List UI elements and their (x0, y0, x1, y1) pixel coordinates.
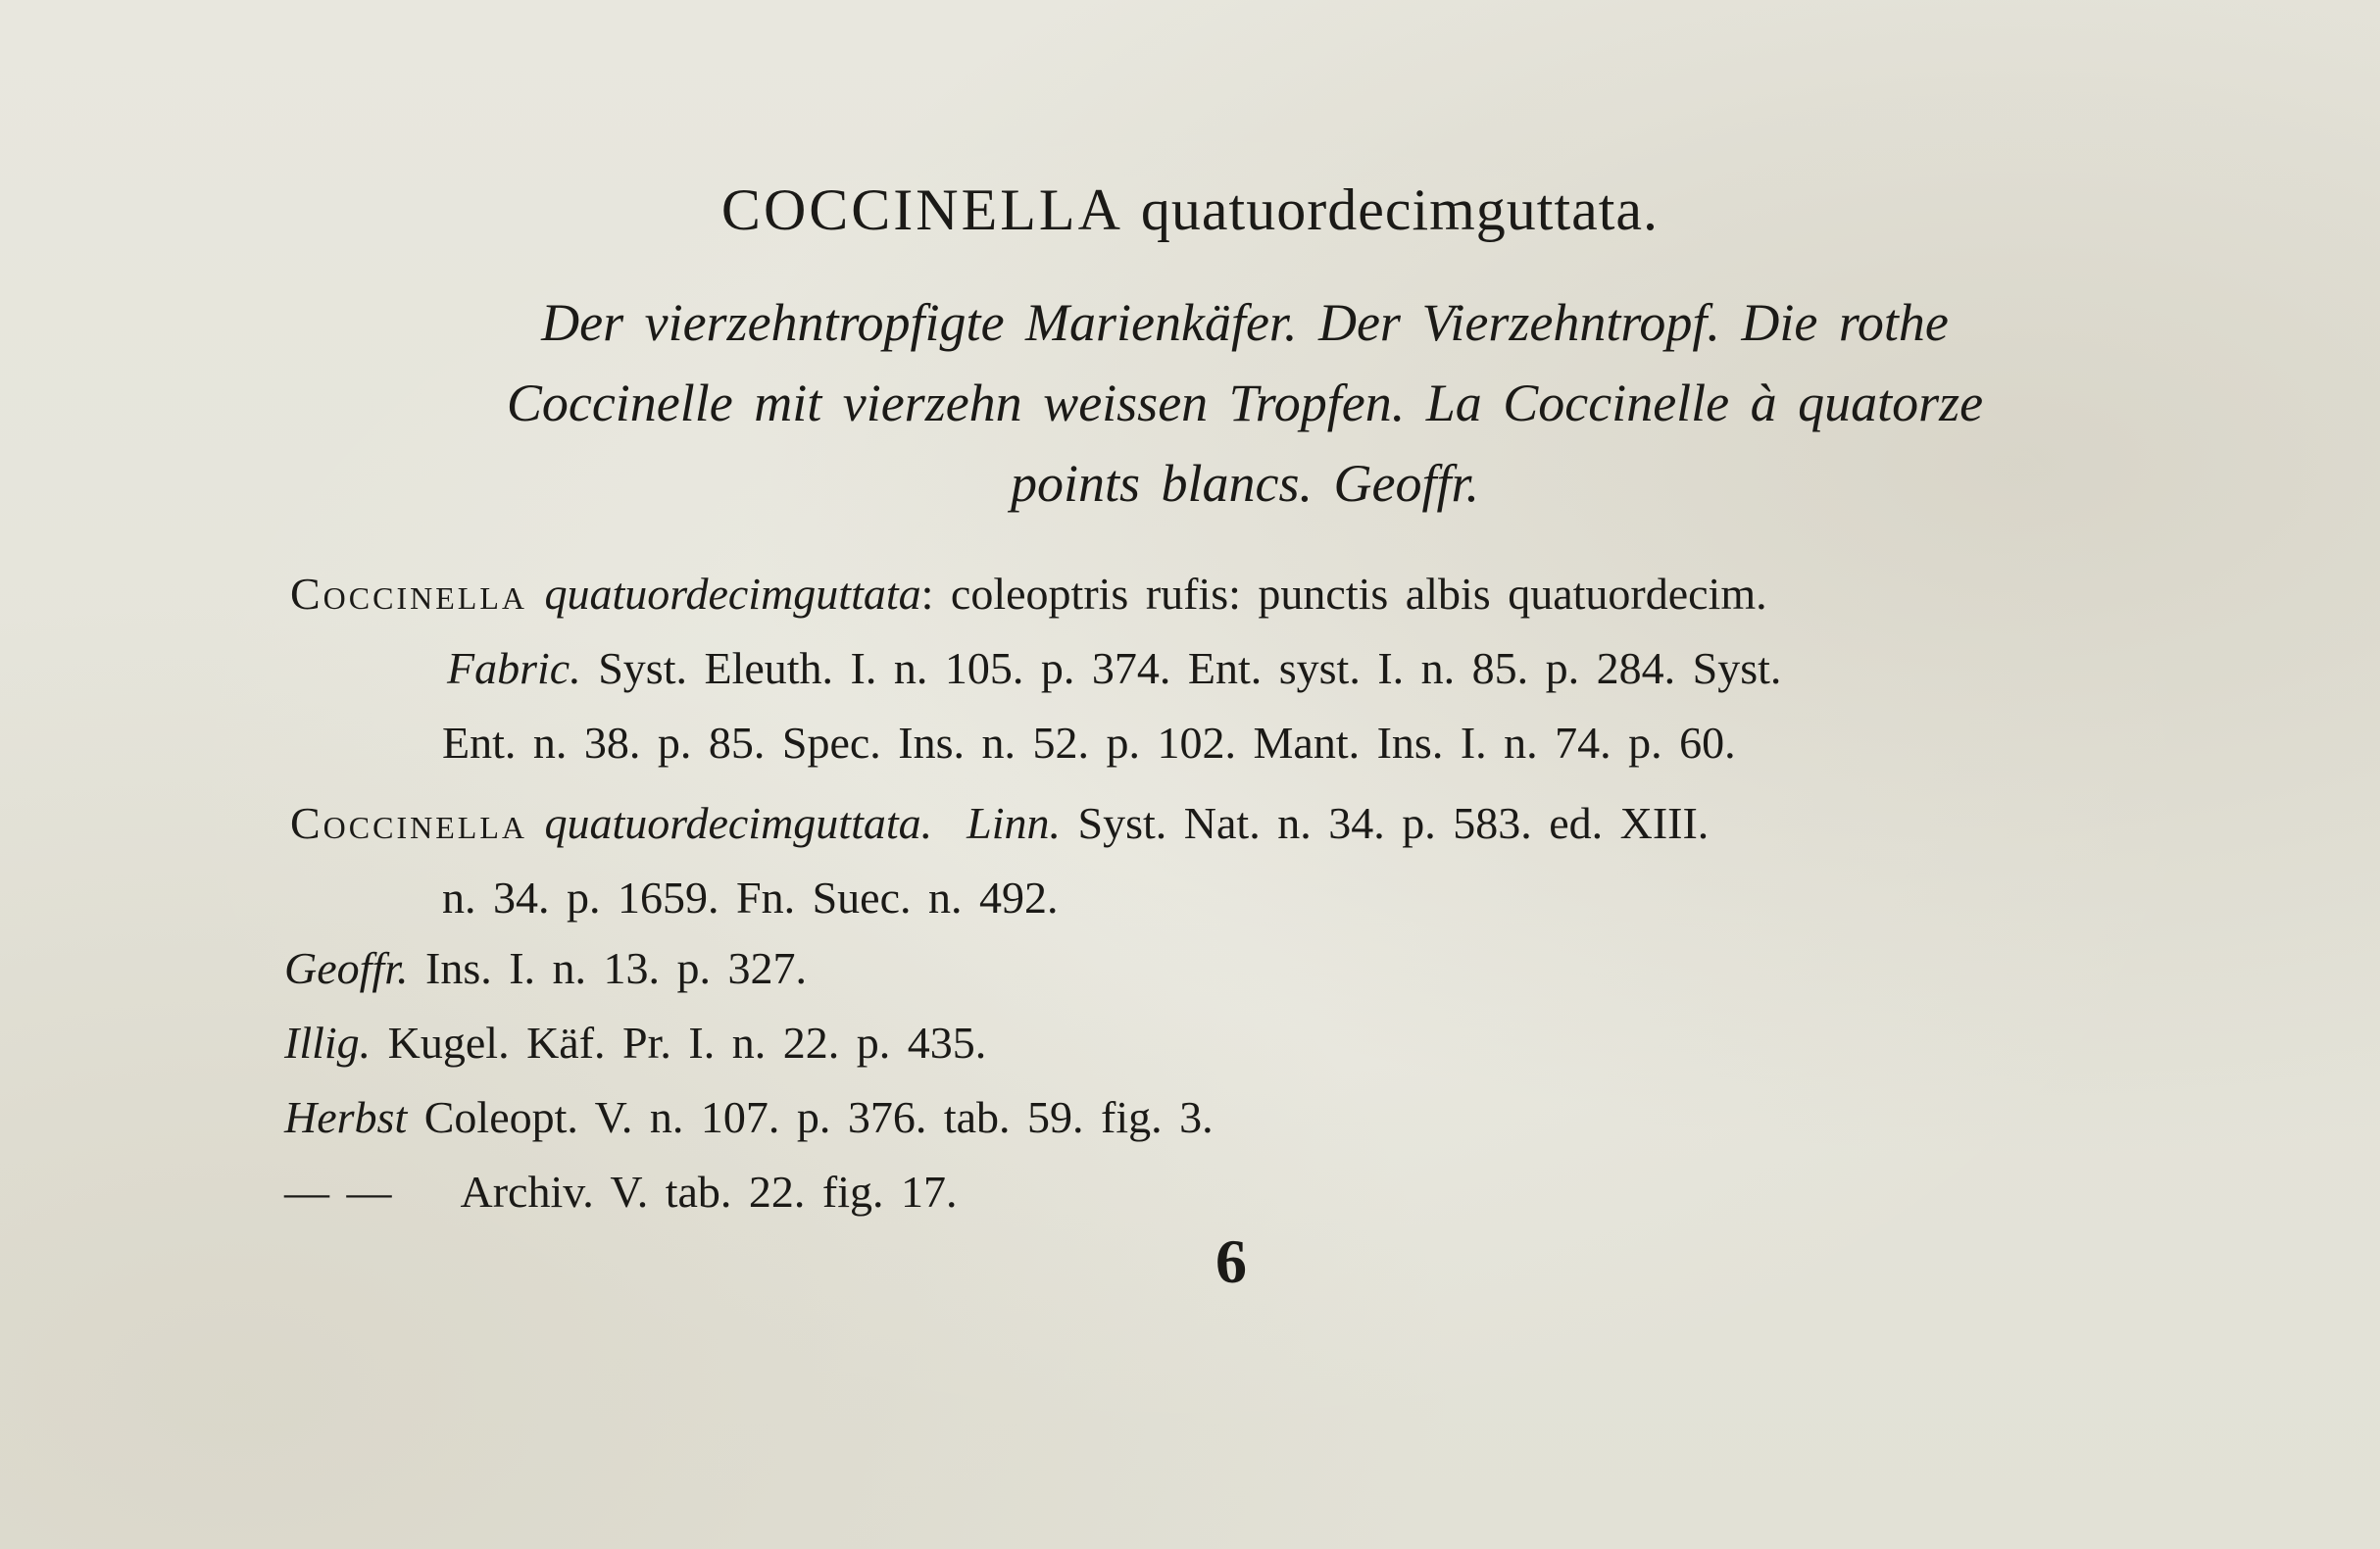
fabricius-line-2 (290, 631, 2192, 706)
fabricius-genus: Coccinella (290, 569, 527, 619)
reference-dash: — — (284, 1167, 392, 1217)
fabricius-line-1 (290, 557, 2192, 631)
linne-species: quatuordecimguttata. (544, 798, 933, 848)
reference-archiv (284, 1155, 958, 1229)
fabricius-diagnosis: : coleoptris rufis: punctis albis quatuordecim. (920, 569, 1767, 619)
reference-author: Illig. (284, 1018, 372, 1068)
reference-text: Coleopt. V. n. 107. p. 376. tab. 59. fig. 3. (423, 1092, 1214, 1142)
vernacular-line-2: Coccinelle mit vierzehn weissen Tropfen. La Coccinelle à quatorze (506, 374, 1984, 432)
reference-author: Herbst (284, 1092, 408, 1142)
reference-text: Kugel. Käf. Pr. I. n. 22. p. 435. (387, 1018, 987, 1068)
fabricius-author: Fabric. (447, 643, 581, 693)
fabricius-entry (290, 557, 2192, 780)
page-title (0, 176, 2380, 244)
vernacular-names (294, 282, 2196, 524)
linne-author: Linn. (967, 798, 1062, 848)
title-genus: COCCINELLA (720, 177, 1123, 242)
reference-illiger (284, 1006, 986, 1080)
title-species: quatuordecimguttata. (1140, 177, 1660, 242)
fabricius-citations: Syst. Eleuth. I. n. 105. p. 374. Ent. syst. I. n. 85. p. 284. Syst. (598, 643, 1782, 693)
vernacular-line-1: Der vierzehntropfigte Marienkäfer. Der Vierzehntropf. Die rothe (541, 293, 1949, 352)
reference-geoffroy (284, 931, 807, 1006)
reference-author: Geoffr. (284, 943, 409, 993)
reference-text: Ins. I. n. 13. p. 327. (425, 943, 808, 993)
page-number: 6 (1215, 1226, 1247, 1296)
linne-genus: Coccinella (290, 798, 527, 848)
linne-line-2: n. 34. p. 1659. Fn. Suec. n. 492. (442, 873, 1059, 923)
linne-citations: Syst. Nat. n. 34. p. 583. ed. XIII. (1077, 798, 1710, 848)
linne-entry (290, 786, 2192, 935)
fabricius-line-3: Ent. n. 38. p. 85. Spec. Ins. n. 52. p. 102. Mant. Ins. I. n. 74. p. 60. (442, 718, 1736, 768)
linne-line-1 (290, 786, 2192, 861)
vernacular-line-3: points blancs. Geoffr. (1010, 454, 1479, 513)
reference-text: Archiv. V. tab. 22. fig. 17. (460, 1167, 958, 1217)
fabricius-species: quatuordecimguttata (544, 569, 921, 619)
reference-herbst (284, 1080, 1214, 1155)
